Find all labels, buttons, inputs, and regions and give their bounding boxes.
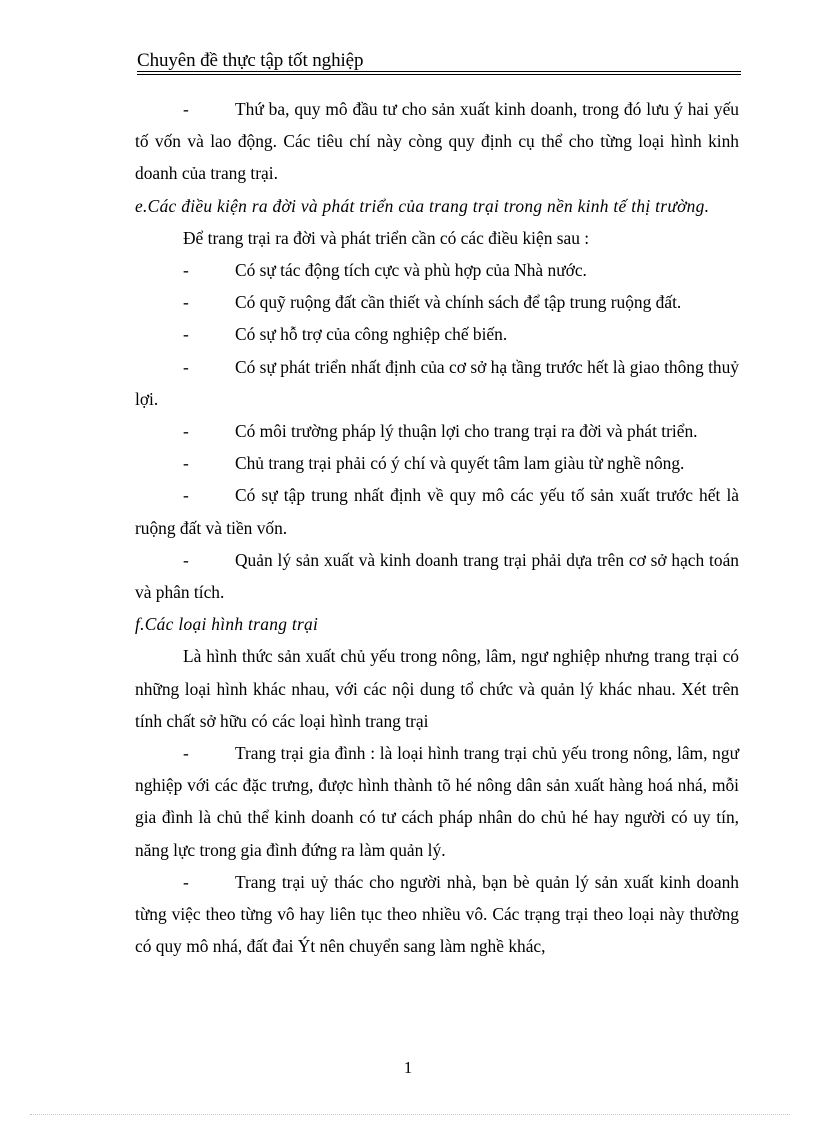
page-bottom-divider — [30, 1114, 790, 1115]
condition-text: Quản lý sản xuất và kinh doanh trang trại phải dựa trên cơ sở hạch toán và phân tích. — [135, 549, 739, 603]
bullet-dash: - — [183, 324, 189, 345]
condition-text: Có sự tập trung nhất định về quy mô các yếu tố sản xuất trước hết là ruộng đất và tiền vốn. — [135, 485, 739, 538]
bullet-dash: - — [183, 99, 189, 119]
condition-text: Có sự tác động tích cực và phù hợp của Nhà nước. — [235, 260, 587, 281]
condition-item — [135, 286, 739, 318]
paragraph-text: Thứ ba, quy mô đầu tư cho sản xuất kinh doanh, trong đó lưu ý hai yếu tố vốn và lao động. Các tiêu chí này còng quy định cụ thể cho từng loại hình kinh doanh của trang trại. — [135, 99, 739, 184]
bullet-dash: - — [183, 743, 189, 764]
section-heading-f: f.Các loại hình trang trại — [135, 614, 319, 635]
bullet-dash: - — [183, 260, 189, 281]
condition-item — [135, 544, 739, 608]
bullet-dash: - — [183, 453, 189, 474]
condition-text: Chủ trang trại phải có ý chí và quyết tâm lam giàu từ nghề nông. — [235, 453, 685, 474]
section-heading-e: e.Các điều kiện ra đời và phát triển của trang trại trong nền kinh tế thị trường. — [135, 195, 710, 216]
condition-text: Có sự hỗ trợ của công nghiệp chế biến. — [235, 324, 508, 345]
bullet-dash: - — [183, 485, 189, 506]
section-intro-f: Là hình thức sản xuất chủ yếu trong nông, lâm, ngư nghiệp nhưng trang trại có những loại hình khác nhau, với các nội dung tổ chức và quản lý khác nhau. Xét trên tính chất sở hữu có các loại hình trang trại — [135, 646, 739, 731]
farm-type-text: Trang trại uỷ thác cho người nhà, bạn bè quản lý sản xuất kinh doanh từng việc theo từng vô hay liên tục theo nhiều vô. Các trạng trại theo loại này thường có quy mô nhá, đất đai Ýt nên chuyển sang làm nghề khác, — [135, 871, 739, 957]
bullet-dash: - — [183, 871, 189, 892]
section-intro-e: Để trang trại ra đời và phát triển cần có các điều kiện sau : — [183, 227, 590, 248]
condition-item — [135, 447, 739, 479]
bullet-dash: - — [183, 549, 189, 570]
farm-type-item — [135, 737, 739, 866]
condition-item — [135, 415, 739, 447]
condition-text: Có sự phát triển nhất định của cơ sở hạ tầng trước hết là giao thông thuỷ lợi. — [135, 356, 739, 409]
bullet-dash: - — [183, 292, 189, 313]
bullet-paragraph — [135, 93, 739, 190]
farm-type-text: Trang trại gia đình : là loại hình trang trại chủ yếu trong nông, lâm, ngư nghiệp với các đặc trưng, được hình thành tõ hé nông dân sản xuất hàng hoá nhá, mỗi gia đình là chủ thể kinh doanh có tư cách pháp nhân do chủ hé hay người có uy tín, năng lực trong gia đình đứng ra làm quản lý. — [135, 743, 739, 860]
condition-item — [135, 479, 739, 543]
condition-item — [135, 254, 739, 286]
bullet-dash: - — [183, 421, 189, 442]
condition-text: Có môi trường pháp lý thuận lợi cho trang trại ra đời và phát triển. — [235, 421, 698, 442]
page-number: 1 — [403, 1058, 413, 1077]
condition-text: Có quỹ ruộng đất cần thiết và chính sách để tập trung ruộng đất. — [235, 292, 682, 313]
bullet-dash: - — [183, 356, 189, 377]
farm-type-item — [135, 866, 739, 963]
document-body — [135, 93, 739, 962]
header-rule-top — [137, 71, 741, 72]
condition-item — [135, 318, 739, 350]
page-header-title: Chuyên đề thực tập tốt nghiệp — [137, 50, 364, 71]
condition-item — [135, 351, 739, 415]
header-rule-bottom — [137, 74, 741, 75]
